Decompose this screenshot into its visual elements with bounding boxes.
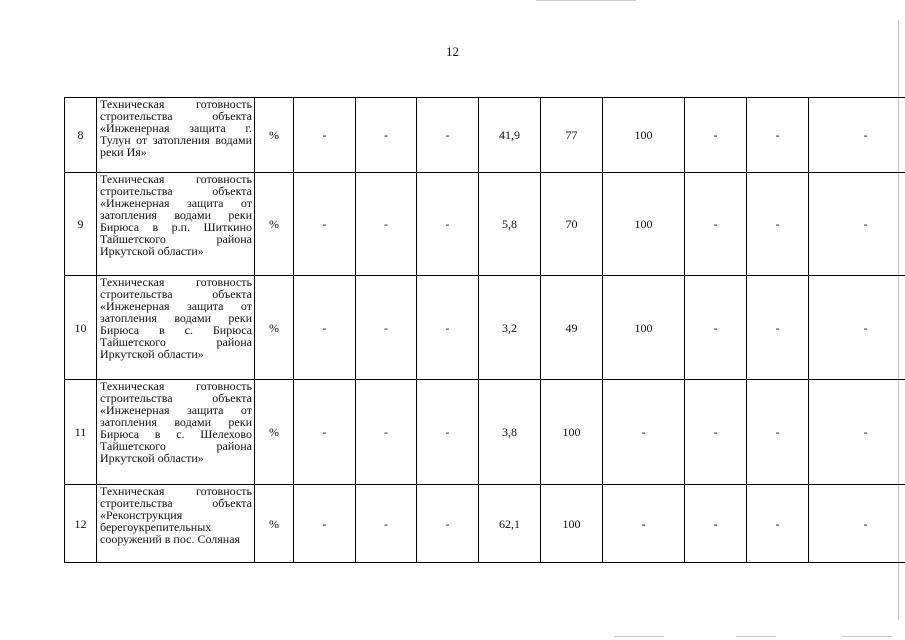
unit-cell: % [255,98,294,173]
unit-cell: % [255,276,294,380]
indicator-description-cell [97,276,255,380]
value-cell: - [294,173,356,276]
description-line: берегоукрепительных [100,520,212,534]
value-cell: - [356,98,417,173]
value-cell: 100 [603,173,685,276]
value-cell: - [417,98,479,173]
description-line: строительства объекта [100,391,252,405]
value-cell: - [809,173,905,276]
table-row [65,276,905,380]
value-cell: - [603,485,685,563]
description-line: затопления водами реки [100,311,252,325]
row-number-cell: 10 [65,276,97,380]
description-line: «Инженерная защита г. [100,121,252,135]
value-cell: - [685,276,747,380]
scan-artifact-bottom-c [842,636,892,637]
description-line: Тайшетского района [100,335,252,349]
description-line: «Инженерная защита от [100,196,252,210]
description-line: «Реконструкция [100,508,183,522]
description-line: затопления водами реки [100,415,252,429]
value-cell: - [417,173,479,276]
value-cell: 3,8 [479,380,541,485]
description-line: реки Ия» [100,145,147,159]
value-cell: - [809,380,905,485]
table-row [65,173,905,276]
page-number: 12 [446,44,459,59]
description-line: Иркутской области» [100,451,204,465]
value-cell: - [747,485,809,563]
indicator-description-cell [97,380,255,485]
value-cell: - [294,98,356,173]
description-line: Тайшетского района [100,232,252,246]
value-cell: - [294,276,356,380]
description-line: Бирюса в р.п. Шиткино [100,220,252,234]
value-cell: - [685,485,747,563]
value-cell: 100 [603,276,685,380]
value-cell: - [356,485,417,563]
description-line: Тулун от затопления водами [100,133,252,147]
value-cell: - [356,380,417,485]
description-line: Техническая готовность [100,379,252,393]
row-number-cell: 8 [65,98,97,173]
row-number-cell: 9 [65,173,97,276]
table-row [65,380,905,485]
description-line: строительства объекта [100,109,252,123]
value-cell: - [294,485,356,563]
value-cell: 70 [541,173,603,276]
value-cell: - [417,276,479,380]
indicator-description-cell [97,173,255,276]
indicator-description-cell [97,485,255,563]
value-cell: 5,8 [479,173,541,276]
description-line: Иркутской области» [100,244,204,258]
indicators-table [64,97,905,563]
description-line: Техническая готовность [100,172,252,186]
description-line: Бирюса в с. Бирюса [100,323,252,337]
scan-artifact-bottom-a [614,636,664,637]
value-cell: - [356,276,417,380]
scan-artifact-top [536,0,636,1]
description-line: Техническая готовность [100,97,252,111]
value-cell: 3,2 [479,276,541,380]
description-line: строительства объекта [100,287,252,301]
description-line: Техническая готовность [100,484,252,498]
description-line: сооружений в пос. Соляная [100,532,241,546]
description-line: Бирюса в с. Шелехово [100,427,252,441]
value-cell: - [356,173,417,276]
description-line: строительства объекта [100,184,252,198]
value-cell: 62,1 [479,485,541,563]
value-cell: 100 [541,380,603,485]
value-cell: - [417,485,479,563]
unit-cell: % [255,173,294,276]
description-line: строительства объекта [100,496,252,510]
description-line: затопления водами реки [100,208,252,222]
description-line: Иркутской области» [100,347,204,361]
indicator-description-cell [97,98,255,173]
value-cell: - [417,380,479,485]
description-line: «Инженерная защита от [100,299,252,313]
value-cell: - [809,276,905,380]
table-row [65,485,905,563]
description-line: Техническая готовность [100,275,252,289]
value-cell: 100 [541,485,603,563]
value-cell: - [294,380,356,485]
value-cell: 41,9 [479,98,541,173]
value-cell: - [685,380,747,485]
value-cell: - [685,98,747,173]
value-cell: 77 [541,98,603,173]
scan-artifact-bottom-b [736,636,776,637]
value-cell: - [747,276,809,380]
value-cell: - [747,173,809,276]
row-number-cell: 12 [65,485,97,563]
value-cell: - [747,98,809,173]
unit-cell: % [255,380,294,485]
unit-cell: % [255,485,294,563]
value-cell: - [809,98,905,173]
table-row [65,98,905,173]
description-line: Тайшетского района [100,439,252,453]
value-cell: - [747,380,809,485]
value-cell: 49 [541,276,603,380]
value-cell: - [603,380,685,485]
row-number-cell: 11 [65,380,97,485]
value-cell: - [685,173,747,276]
value-cell: - [809,485,905,563]
description-line: «Инженерная защита от [100,403,252,417]
value-cell: 100 [603,98,685,173]
